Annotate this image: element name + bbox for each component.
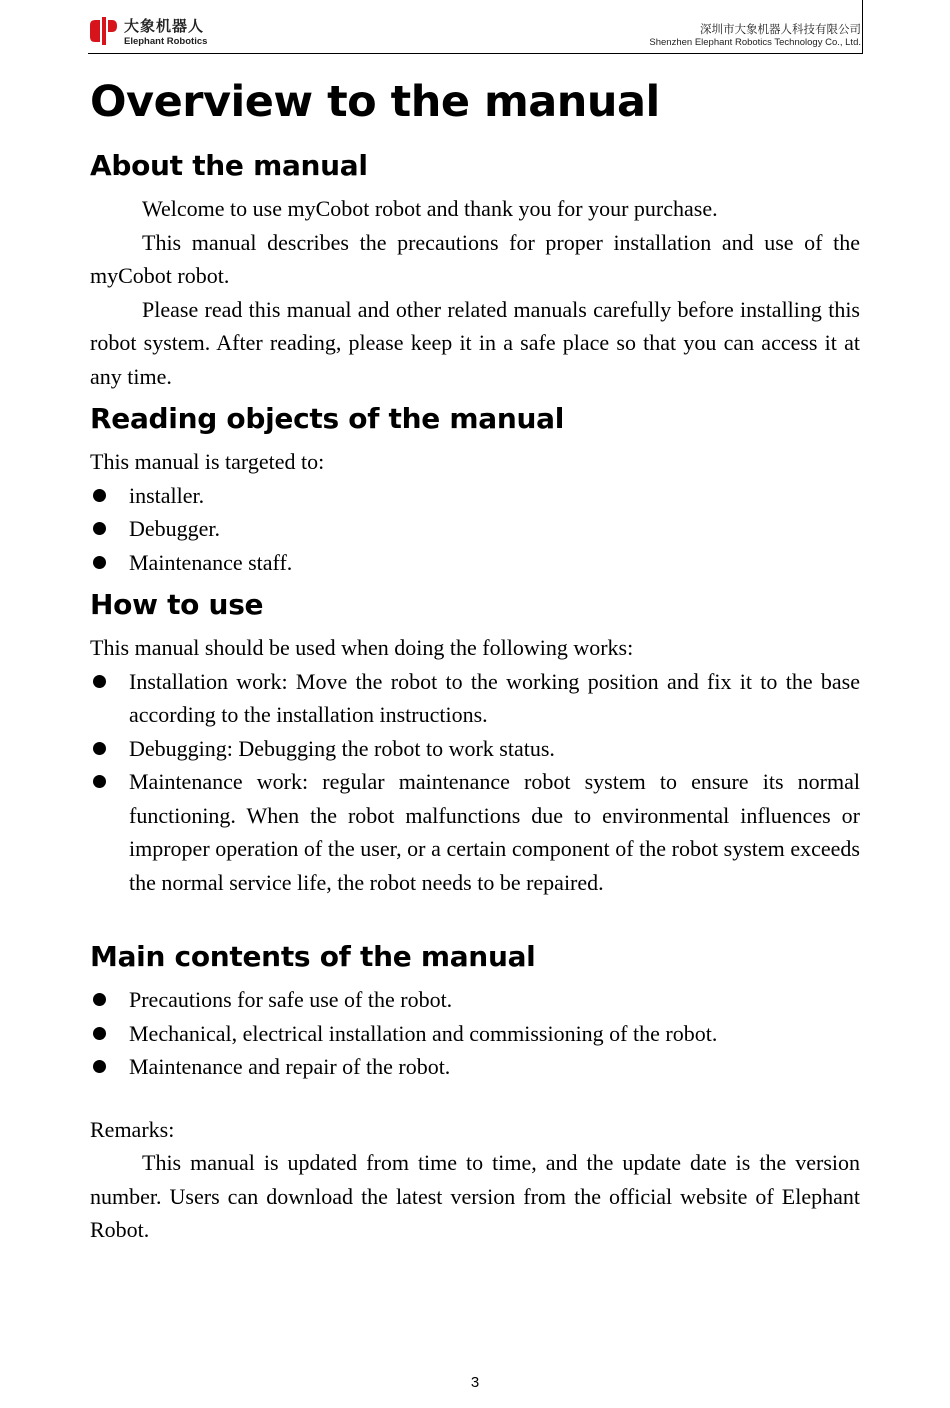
how-intro: This manual should be used when doing the following works: [90, 635, 634, 660]
contents-heading: Main contents of the manual [90, 940, 536, 973]
bullet-icon [93, 775, 106, 788]
how-list [90, 665, 860, 900]
remarks-section [90, 1113, 860, 1247]
bullet-icon [93, 522, 106, 535]
list-item [90, 479, 860, 513]
reading-list [90, 479, 860, 580]
list-item-text: Maintenance staff. [129, 549, 293, 575]
reading-section [90, 399, 860, 579]
list-item [90, 732, 860, 766]
list-item [90, 512, 860, 546]
logo-english-name: Elephant Robotics [124, 36, 208, 47]
company-name-english: Shenzhen Elephant Robotics Technology Co., Ltd. [649, 37, 861, 48]
bullet-icon [93, 993, 106, 1006]
bullet-icon [93, 675, 106, 688]
about-paragraph: This manual describes the precautions for proper installation and use of the myCobot robot. [90, 229, 860, 288]
reading-intro: This manual is targeted to: [90, 449, 325, 474]
about-heading: About the manual [90, 149, 368, 182]
list-item-text: Debugging: Debugging the robot to work status. [129, 735, 555, 761]
list-item-text: Debugger. [129, 516, 221, 541]
list-item [90, 983, 860, 1017]
list-item [90, 1017, 860, 1051]
contents-list [90, 983, 860, 1084]
list-item-text: Mechanical, electrical installation and commissioning of the robot. [129, 1020, 718, 1046]
reading-heading: Reading objects of the manual [90, 402, 565, 435]
list-item-text: Precautions for safe use of the robot. [129, 987, 453, 1012]
remarks-text: This manual is updated from time to time, and the update date is the version number. Users can download the latest version from the official website of Elephant Robot. [90, 1150, 860, 1242]
bullet-icon [93, 556, 106, 569]
page-title: Overview to the manual [90, 77, 660, 127]
page-number: 3 [470, 1374, 480, 1391]
bullet-icon [93, 742, 106, 755]
how-heading: How to use [90, 588, 264, 621]
list-item-text: Maintenance work: regular maintenance robot system to ensure its normal functioning. When the robot malfunctions due to environmental influences or improper operation of the user, or a certain component of the robot system exceeds the normal service life, the robot needs to be repaired. [129, 769, 860, 895]
list-item-text: Installation work: Move the robot to the working position and fix it to the base according to the installation instructions. [129, 668, 860, 727]
remarks-label: Remarks: [90, 1116, 175, 1142]
bullet-icon [93, 1027, 106, 1040]
list-item-text: Maintenance and repair of the robot. [129, 1054, 451, 1079]
page-content [90, 72, 860, 1247]
bullet-icon [93, 489, 106, 502]
bullet-icon [93, 1060, 106, 1073]
list-item [90, 765, 860, 899]
list-item-text: installer. [129, 482, 205, 508]
list-item [90, 1050, 860, 1084]
how-section [90, 585, 860, 899]
about-paragraph: Please read this manual and other related manuals carefully before installing this robot system. After reading, please keep it in a safe place so that you can access it at any time. [90, 296, 860, 389]
list-item [90, 546, 860, 580]
list-item [90, 665, 860, 732]
page-header [88, 12, 863, 54]
about-paragraph: Welcome to use myCobot robot and thank you for your purchase. [142, 196, 718, 221]
contents-section [90, 937, 860, 1084]
company-name-chinese: 深圳市大象机器人科技有限公司 [700, 22, 861, 36]
elephant-robotics-logo-icon [88, 16, 118, 46]
header-divider [862, 0, 863, 53]
logo-chinese-name: 大象机器人 [124, 17, 205, 35]
about-section [90, 146, 860, 393]
